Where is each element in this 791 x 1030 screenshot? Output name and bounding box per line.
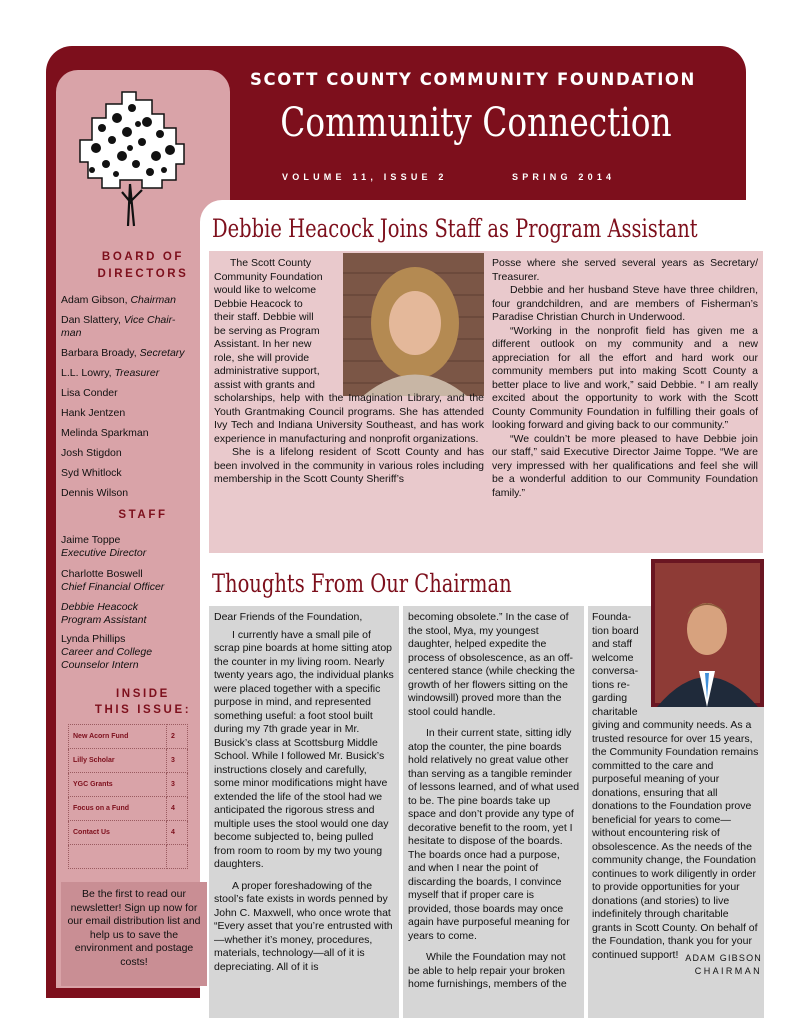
- signature-title: CHAIRMAN: [694, 966, 762, 976]
- article1-col1-bottom: scholarships, help with the Imagination Library, and the Youth Grantmaking Council programs. She has attended Ivy Tech and Indiana University Southeast, and has work experience in manufacturing and nonprofit organizations. She is a lifelong resident of Scott County and has been involved in the community in various roles including membership in the Scott County Sheriff’s: [214, 392, 484, 485]
- article2-col1: Dear Friends of the Foundation, I currently have a small pile of scrap pine boards at home sitting atop the counter in my living room. Nearly twenty years ago, the individual planks were placed together with a specific purpose in mind, and represented something useful: a foot stool built during my 7th grade year in Mr. Busick’s class at Scottsburg Middle School. While I followed Mr. Busick’s instructions closely and carefully, some minor modifications might have extended the life of the stool had we anticipated the rigorous stress and multiple uses the stool would one day become subjected to, being pulled from room to room by my two young daughters. A proper foreshadowing of the stool’s fate exists in words penned by John C. Maxwell, who once wrote that “Every asset that you’re entrusted with—whether it’s money, procedures, materials, technology—all of it is depreciating. All of it is: [214, 611, 394, 973]
- toc-row[interactable]: Contact Us 4: [69, 821, 188, 845]
- staff-member: Jaime Toppe Executive Director: [61, 534, 147, 559]
- staff-heading: STAFF: [118, 509, 168, 521]
- org-name: SCOTT COUNTY COMMUNITY FOUNDATION: [250, 70, 696, 89]
- toc-row[interactable]: New Acorn Fund 2: [69, 725, 188, 749]
- board-member: Dennis Wilson: [61, 487, 129, 499]
- staff-member: Lynda Phillips Career and College Counselor Intern: [61, 633, 153, 671]
- tree-logo-icon: [72, 84, 190, 232]
- board-member: Dan Slattery, Vice Chair- man: [61, 314, 176, 339]
- article1-col2: Posse where she served several years as Secretary/ Treasurer. Debbie and her husband Steve have three children, four grandchildren, and are members of Fisherman’s Paradise Christian Church in Underwood. “Working in the nonprofit field has given me a different outlook on my community and a new appreciation for all the effort and hard work our community members put into making Scott County a better place to live and work,” said Debbie. “ I am really excited about the opportunity to work with the Scott County Community Foundation in fulfilling their goals of looking forward and giving back to our community.” “We couldn’t be more pleased to have Debbie join our staff,” said Executive Director Jaime Toppe. “We are very impressed with her qualifications and feel she will be a wonderful addition to our Community Foundation family.”: [492, 257, 758, 499]
- board-member: Lisa Conder: [61, 387, 118, 399]
- newsletter-title: Community Connection: [280, 100, 672, 146]
- article1-col1-top: The Scott County Community Foundation would like to welcome Debbie Heacock to their staff. Debbie will be serving as Program Assistant. In her new role, she will provide administrative support, assist with grants and: [214, 257, 323, 391]
- staff-member: Debbie Heacock Program Assistant: [61, 601, 147, 626]
- article2-title: Thoughts From Our Chairman: [212, 569, 512, 598]
- toc-row: [69, 845, 188, 869]
- toc-row[interactable]: Focus on a Fund 4: [69, 797, 188, 821]
- inside-heading-2: THIS ISSUE:: [94, 704, 192, 716]
- newsletter-signup-promo: Be the first to read our newsletter! Sign up now for our email distribution list and help us to save the environment and postage costs!: [61, 882, 207, 986]
- board-heading-1: BOARD OF: [101, 251, 185, 263]
- board-member: Syd Whitlock: [61, 467, 122, 479]
- board-member: L.L. Lowry, Treasurer: [61, 367, 160, 379]
- adam-gibson-photo: [651, 559, 764, 707]
- volume-issue: VOLUME 11, ISSUE 2: [282, 172, 448, 182]
- board-member: Adam Gibson, Chairman: [61, 294, 176, 306]
- inside-heading-1: INSIDE: [116, 688, 170, 700]
- board-member: Hank Jentzen: [61, 407, 126, 419]
- toc-row[interactable]: YGC Grants 3: [69, 773, 188, 797]
- board-member: Melinda Sparkman: [61, 427, 149, 439]
- article1-title: Debbie Heacock Joins Staff as Program Assistant: [212, 214, 698, 243]
- article2-col2: becoming obsolete.” In the case of the stool, Mya, my youngest daughter, helped expedite the process of obsolescence, as an off-centered stance (while checking the growth of her flowers sitting on the windowsill) proved more than the stool could handle. In their current state, sitting idly atop the counter, the pine boards hold relatively no great value other than serving as a tangible reminder of lessons learned, and of what used to be. The pine boards take up space and don’t provide any type of decorative benefit to the room, yet I hesitate to dispose of the boards. The boards once had a purpose, and when I near the point of discarding the boards, I convince myself that if proper care is provided, those boards may once again have purposeful meaning for years to come. While the Foundation may not be able to help repair your broken home furnishings, members of the: [408, 611, 580, 990]
- table-of-contents: [68, 724, 188, 869]
- signature-name: ADAM GIBSON: [685, 953, 762, 963]
- article2-col3-bottom: giving and community needs. As a trusted resource for over 15 years, the Community Foundation remains committed to the care and purposeful meaning of your donations, ensuring that all donations to the Foundation prove beneficial for years to come—without encountering risk of obsolescence. As the needs of the community change, the Foundation continues to work diligently in order to provide opportunities for your donations (and stories) to live indefinitely through charitable grants in Scott County. On behalf of the Foundation, thank you for your continued support!: [592, 719, 759, 961]
- debbie-heacock-photo: [343, 253, 484, 396]
- board-heading-2: DIRECTORS: [97, 268, 189, 280]
- staff-member: Charlotte Boswell Chief Financial Officer: [61, 568, 165, 593]
- board-member: Josh Stigdon: [61, 447, 122, 459]
- season: SPRING 2014: [512, 172, 616, 182]
- toc-row[interactable]: Lilly Scholar 3: [69, 749, 188, 773]
- board-member: Barbara Broady, Secretary: [61, 347, 185, 359]
- article2-col3-top: Founda- tion board and staff welcome conversa- tions re- garding charitable: [592, 611, 639, 718]
